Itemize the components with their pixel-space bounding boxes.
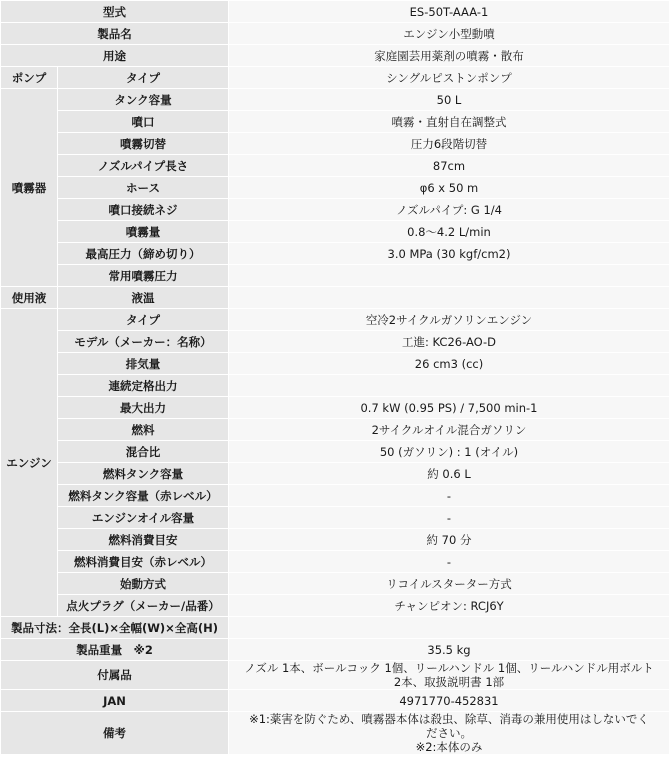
row-value-fuel-tank-red: - [229,485,669,507]
row-value-engine-type: 空冷2サイクルガソリンエンジン [229,309,669,331]
row-label-product-name: 製品名 [1,23,229,45]
row-value-max-output: 0.7 kW (0.95 PS) / 7,500 min-1 [229,397,669,419]
row-label-normal-pressure: 常用噴霧圧力 [58,265,229,287]
row-value-fuel-consumption: 約 70 分 [229,529,669,551]
row-value-jan: 4971770-452831 [229,690,669,712]
row-label-model: 型式 [1,1,229,23]
row-label-rated-output: 連続定格出力 [58,375,229,397]
row-label-dimensions: 製品寸法：全長(L)×全幅(W)×全高(H) [1,617,229,639]
row-label-fuel-consumption: 燃料消費目安 [58,529,229,551]
row-value-normal-pressure [229,265,669,287]
row-value-remarks [229,712,669,755]
table-row [1,419,669,441]
row-label-max-pressure: 最高圧力（締め切り） [58,243,229,265]
table-row [1,551,669,573]
table-row [1,177,669,199]
table-row [1,111,669,133]
remarks-line-3: ※2:本体のみ [415,740,483,754]
table-row [1,661,669,690]
table-row [1,690,669,712]
table-row [1,331,669,353]
row-label-start-method: 始動方式 [58,573,229,595]
row-label-jan: JAN [1,690,229,712]
table-row [1,529,669,551]
row-label-max-output: 最大出力 [58,397,229,419]
row-value-nozzle: 噴霧・直射自在調整式 [229,111,669,133]
table-row [1,573,669,595]
row-value-displacement: 26 cm3 (cc) [229,353,669,375]
table-row [1,221,669,243]
row-label-fuel-tank-red: 燃料タンク容量（赤レベル） [58,485,229,507]
row-label-accessories: 付属品 [1,661,229,690]
table-row [1,712,669,755]
row-label-nozzle-pipe-length: ノズルパイプ長さ [58,155,229,177]
row-label-spray-switch: 噴霧切替 [58,133,229,155]
table-row [1,89,669,111]
table-row [1,639,669,661]
row-value-fuel: 2サイクルオイル混合ガソリン [229,419,669,441]
row-value-spray-volume: 0.8～4.2 L/min [229,221,669,243]
row-value-engine-oil: - [229,507,669,529]
table-row [1,23,669,45]
row-label-engine-oil: エンジンオイル容量 [58,507,229,529]
row-label-fuel-consumption-red: 燃料消費目安（赤レベル） [58,551,229,573]
row-value-spark-plug: チャンピオン: RCJ6Y [229,595,669,617]
row-label-spark-plug: 点火プラグ（メーカー/品番） [58,595,229,617]
table-row [1,243,669,265]
row-label-nozzle: 噴口 [58,111,229,133]
table-row [1,199,669,221]
row-label-remarks: 備考 [1,712,229,755]
row-value-pump-type: シングルピストンポンプ [229,67,669,89]
remarks-line-2: ださい。 [426,726,472,740]
table-row [1,265,669,287]
row-label-engine-type: タイプ [58,309,229,331]
table-row [1,287,669,309]
row-value-usage: 家庭園芸用薬剤の噴霧・散布 [229,45,669,67]
table-row [1,617,669,639]
row-value-fuel-tank: 約 0.6 L [229,463,669,485]
table-row [1,133,669,155]
group-label-liquid: 使用液 [1,287,58,309]
table-row [1,595,669,617]
row-value-engine-model: 工進: KC26-AO-D [229,331,669,353]
accessories-line-2: 2本、取扱説明書 1部 [393,675,505,689]
row-label-weight: 製品重量 ※2 [1,639,229,661]
row-label-nozzle-thread: 噴口接続ネジ [58,199,229,221]
row-value-fuel-consumption-red: - [229,551,669,573]
row-value-spray-switch: 圧力6段階切替 [229,133,669,155]
row-value-nozzle-thread: ノズルパイプ: G 1/4 [229,199,669,221]
table-row [1,67,669,89]
row-label-engine-model: モデル（メーカー：名称） [58,331,229,353]
group-label-engine: エンジン [1,309,58,617]
accessories-line-1: ノズル 1本、ボールコック 1個、リールハンドル 1個、リールハンドル用ボルト [244,661,654,675]
row-value-product-name: エンジン小型動噴 [229,23,669,45]
row-value-dimensions [229,617,669,639]
row-value-mix-ratio: 50 (ガソリン) : 1 (オイル) [229,441,669,463]
row-label-mix-ratio: 混合比 [58,441,229,463]
table-row [1,1,669,23]
row-label-usage: 用途 [1,45,229,67]
row-label-tank-capacity: タンク容量 [58,89,229,111]
table-row [1,441,669,463]
table-row [1,309,669,331]
row-label-pump-type: タイプ [58,67,229,89]
row-label-spray-volume: 噴霧量 [58,221,229,243]
row-value-nozzle-pipe-length: 87cm [229,155,669,177]
row-label-fuel-tank: 燃料タンク容量 [58,463,229,485]
row-value-tank-capacity: 50 L [229,89,669,111]
row-value-start-method: リコイルスターター方式 [229,573,669,595]
row-label-liquid-temp: 液温 [58,287,229,309]
row-label-hose: ホース [58,177,229,199]
row-value-hose: φ6 x 50 m [229,177,669,199]
row-value-rated-output [229,375,669,397]
table-row [1,463,669,485]
row-value-liquid-temp [229,287,669,309]
table-row [1,485,669,507]
table-row [1,45,669,67]
table-row [1,375,669,397]
table-row [1,353,669,375]
group-label-pump: ポンプ [1,67,58,89]
table-row [1,507,669,529]
row-value-accessories [229,661,669,690]
row-label-displacement: 排気量 [58,353,229,375]
row-value-model: ES-50T-AAA-1 [229,1,669,23]
remarks-line-1: ※1:薬害を防ぐため、噴霧器本体は殺虫、除草、消毒の兼用使用はしないでく [249,712,649,726]
row-value-max-pressure: 3.0 MPa (30 kgf/cm2) [229,243,669,265]
row-label-fuel: 燃料 [58,419,229,441]
table-row [1,397,669,419]
group-label-sprayer: 噴霧器 [1,89,58,287]
row-value-weight: 35.5 kg [229,639,669,661]
table-row [1,155,669,177]
